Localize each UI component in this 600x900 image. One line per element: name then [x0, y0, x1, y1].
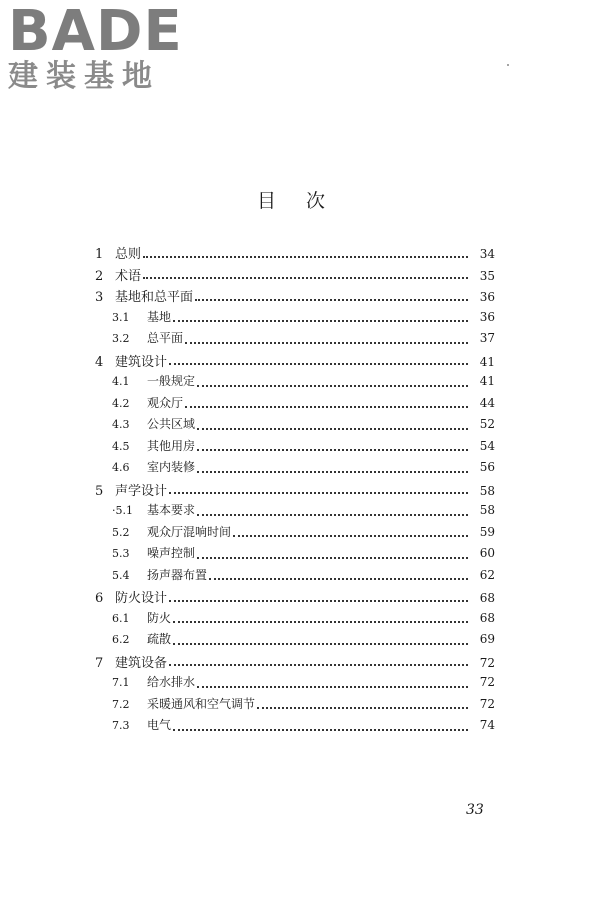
- toc-entry: [95, 329, 495, 351]
- toc-entry-label: 噪声控制: [147, 546, 196, 560]
- dot-leader: [173, 320, 468, 322]
- dot-leader: [197, 449, 468, 451]
- toc-entry-page: 62: [479, 567, 495, 582]
- toc-entry: [95, 652, 495, 674]
- toc-entry-label: 电气: [147, 718, 172, 732]
- toc-entry-page: 74: [479, 718, 495, 732]
- toc-entry-page: 68: [479, 591, 495, 605]
- toc-entry-number: 5.2: [112, 525, 130, 539]
- toc-entry: [95, 501, 495, 523]
- logo-subtitle: 建装基地: [8, 59, 160, 94]
- toc-entry-number: 4.6: [112, 461, 130, 474]
- toc-entry-number: 7.2: [112, 697, 130, 711]
- table-of-contents: [95, 243, 495, 738]
- toc-entry-page: 52: [479, 417, 495, 431]
- dot-leader: [169, 363, 468, 365]
- toc-entry-label: 采暖通风和空气调节: [147, 696, 256, 711]
- toc-entry-label: 总平面: [147, 331, 184, 345]
- toc-entry-number: 7.1: [112, 676, 130, 689]
- toc-entry-number: 1: [95, 247, 104, 262]
- toc-entry-label: 声学设计: [115, 483, 168, 499]
- scan-speck: [507, 64, 509, 66]
- toc-entry: [95, 415, 495, 437]
- toc-entry-number: 3.2: [112, 332, 130, 345]
- toc-entry-page: 44: [479, 395, 495, 410]
- toc-entry-label: 疏散: [147, 632, 172, 646]
- toc-entry-page: 59: [479, 524, 495, 539]
- toc-entry-label: 扬声器布置: [147, 567, 208, 582]
- toc-entry-number: 7.3: [112, 719, 130, 732]
- toc-entry-label: 给水排水: [147, 675, 196, 689]
- toc-entry-page: 58: [479, 503, 495, 517]
- toc-entry-label: 基本要求: [147, 503, 196, 517]
- toc-entry-label: 术语: [115, 268, 142, 284]
- toc-entry-label: 观众厅混响时间: [147, 524, 232, 539]
- toc-entry-number: 2: [95, 268, 104, 284]
- toc-entry-number: 4.2: [112, 396, 130, 410]
- toc-entry-number: 3: [95, 290, 104, 305]
- toc-entry: [95, 695, 495, 717]
- toc-entry: [95, 480, 495, 502]
- toc-entry-page: 72: [479, 675, 495, 689]
- toc-entry-page: 72: [479, 696, 495, 711]
- toc-entry: [95, 716, 495, 738]
- toc-entry-label: 室内装修: [147, 460, 196, 474]
- toc-entry-number: 4.3: [112, 418, 130, 431]
- toc-entry-page: 69: [479, 632, 495, 646]
- dot-leader: [173, 621, 468, 623]
- toc-entry: [95, 308, 495, 330]
- dot-leader: [143, 256, 468, 258]
- toc-entry-page: 58: [479, 483, 495, 498]
- toc-entry: [95, 394, 495, 416]
- dot-leader: [197, 557, 468, 559]
- toc-entry-page: 37: [479, 331, 495, 345]
- dot-leader: [233, 535, 468, 537]
- toc-entry: [95, 437, 495, 459]
- toc-entry: [95, 372, 495, 394]
- toc-entry-number: 7: [95, 655, 104, 671]
- toc-entry-label: 观众厅: [147, 395, 184, 410]
- dot-leader: [143, 277, 468, 279]
- toc-entry-label: 公共区域: [147, 417, 196, 431]
- toc-entry-number: 6.2: [112, 633, 130, 646]
- dot-leader: [197, 385, 468, 387]
- toc-entry-page: 36: [479, 309, 495, 324]
- toc-entry: [95, 265, 495, 287]
- toc-entry-number: 4: [95, 354, 104, 370]
- dot-leader: [173, 729, 468, 731]
- toc-entry-number: 5.4: [112, 568, 130, 582]
- bade-logo-watermark: [8, 0, 183, 96]
- toc-entry-page: 54: [479, 438, 495, 453]
- dot-leader: [185, 342, 468, 344]
- toc-entry-label: 其他用房: [147, 438, 196, 453]
- toc-entry-page: 36: [479, 290, 495, 304]
- logo-word: BADE: [8, 0, 183, 64]
- dot-leader: [209, 578, 468, 580]
- toc-entry-label: 基地: [147, 309, 172, 324]
- toc-entry-page: 41: [479, 374, 495, 388]
- dot-leader: [197, 471, 468, 473]
- dot-leader: [169, 492, 468, 494]
- dot-leader: [185, 406, 468, 408]
- toc-entry-number: 6: [95, 591, 104, 606]
- toc-entry-label: 防火设计: [115, 591, 168, 606]
- toc-title: 目次: [256, 190, 355, 212]
- toc-entry: [95, 566, 495, 588]
- toc-entry: [95, 243, 495, 265]
- dot-leader: [195, 299, 468, 301]
- toc-entry: [95, 673, 495, 695]
- dot-leader: [169, 664, 468, 666]
- toc-entry-label: 防火: [147, 610, 172, 625]
- toc-entry: [95, 544, 495, 566]
- dot-leader: [197, 686, 468, 688]
- dot-leader: [173, 643, 468, 645]
- toc-entry: [95, 609, 495, 631]
- toc-entry-number: 6.1: [112, 611, 130, 625]
- toc-entry-page: 41: [479, 354, 495, 369]
- toc-entry-page: 35: [479, 268, 495, 283]
- toc-entry-label: 建筑设备: [115, 655, 168, 671]
- dot-leader: [169, 600, 468, 602]
- toc-entry-number: 3.1: [112, 310, 130, 324]
- toc-entry-page: 56: [479, 460, 495, 474]
- toc-entry-number: ·5.1: [112, 504, 133, 517]
- toc-entry-label: 一般规定: [147, 374, 196, 388]
- toc-entry: [95, 523, 495, 545]
- toc-entry-number: 5.3: [112, 547, 130, 560]
- dot-leader: [197, 428, 468, 430]
- toc-entry-number: 4.5: [112, 439, 130, 453]
- page-number: 33: [466, 802, 484, 818]
- toc-entry: [95, 458, 495, 480]
- toc-entry: [95, 587, 495, 609]
- toc-entry: [95, 351, 495, 373]
- toc-entry-number: 5: [95, 483, 104, 499]
- toc-entry-page: 60: [479, 546, 495, 560]
- dot-leader: [197, 514, 468, 516]
- toc-entry-label: 建筑设计: [115, 354, 168, 370]
- toc-entry-page: 68: [479, 610, 495, 625]
- toc-entry: [95, 286, 495, 308]
- toc-entry-number: 4.1: [112, 375, 130, 388]
- dot-leader: [257, 707, 468, 709]
- toc-entry: [95, 630, 495, 652]
- toc-entry-label: 总则: [115, 247, 142, 262]
- toc-entry-page: 72: [479, 655, 495, 670]
- toc-entry-page: 34: [479, 247, 495, 261]
- toc-entry-label: 基地和总平面: [115, 290, 194, 305]
